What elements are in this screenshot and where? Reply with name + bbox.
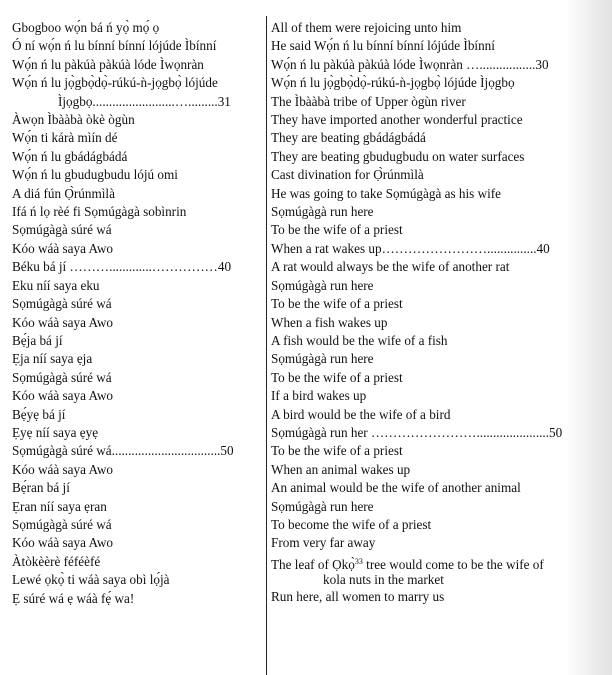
verse-line: Ìjọgbọ.........................….........31	[58, 93, 231, 109]
translation-line: When a rat wakes up……………………...............40	[271, 240, 550, 256]
footnote-marker: 33	[354, 556, 363, 566]
verse-line: Ẹran níí saya ẹran	[12, 498, 107, 514]
verse-line: Sọmúgàgà súré wá	[12, 222, 112, 238]
translation-line: The Ìbààbà tribe of Upper ògùn river	[271, 93, 466, 109]
verse-line: Ẹyẹ níí saya ẹyẹ	[12, 424, 99, 440]
translation-line: If a bird wakes up	[271, 388, 367, 404]
verse-line: Kóo wáà saya Awo	[12, 240, 113, 256]
translation-line: Wọ́n ń lu jọ̀gbọ̀dọ̀-rúkú-ǹ-jọgbọ̀ lójúde Ìjọgbọ	[271, 75, 515, 91]
translation-line: All of them were rejoicing unto him	[271, 20, 462, 35]
translation-line: Run here, all women to marry us	[271, 589, 445, 605]
verse-line: Eku níí saya eku	[12, 277, 100, 293]
translation-line: Sọmúgàgà run here	[271, 498, 374, 514]
translation-line: A rat would always be the wife of another rat	[271, 259, 510, 275]
translation-line-okko	[271, 553, 601, 574]
translation-line: Sọmúgàgà run here	[271, 351, 374, 367]
verse-line: Kóo wáà saya Awo	[12, 535, 113, 551]
yoruba-verse-column	[12, 19, 262, 608]
okko-line-start: The leaf of Ọkọ̀	[271, 556, 355, 572]
verse-line: Àwọn Ìbààbà òkè ògùn	[12, 112, 135, 128]
verse-line: Kóo wáà saya Awo	[12, 314, 113, 330]
translation-line: To be the wife of a priest	[271, 296, 403, 312]
verse-line: Ifá ń lọ rèé fi Sọmúgàgà sobìnrin	[12, 204, 187, 220]
verse-line: Sọmúgàgà súré wá.................................50	[12, 443, 234, 459]
translation-line: He was going to take Sọmúgàgà as his wife	[271, 185, 502, 201]
verse-line: Bẹ́ja bá jí	[12, 332, 63, 348]
translation-line-continuation: kola nuts in the market	[323, 572, 444, 588]
translation-line: An animal would be the wife of another animal	[271, 480, 521, 496]
translation-line: A fish would be the wife of a fish	[271, 332, 448, 348]
english-translation-column	[271, 19, 601, 607]
translation-line: When a fish wakes up	[271, 314, 388, 330]
verse-line: Ó ní wọ́n ń lu bínní bínní lójúde Ìbínní	[12, 38, 217, 54]
translation-line: They are beating gbudugbudu on water surfaces	[271, 148, 525, 164]
verse-line: Sọmúgàgà súré wá	[12, 369, 112, 385]
verse-line: Sọmúgàgà súré wá	[12, 296, 112, 312]
verse-line: Kóo wáà saya Awo	[12, 388, 113, 404]
translation-line: They are beating gbádágbádá	[271, 130, 426, 146]
verse-line: Wọ́n ń lu gbudugbudu lójú omi	[12, 167, 178, 183]
verse-line: Àtòkèèrè féféèfé	[12, 553, 101, 569]
verse-line: Gbogboo wọ́n bá ń yọ̀ mọ́ ọ	[12, 20, 160, 35]
verse-line: Ẹ súré wá ẹ wáà fẹ́ wa!	[12, 590, 135, 606]
translation-line: They have imported another wonderful practice	[271, 112, 523, 128]
translation-line: To become the wife of a priest	[271, 516, 432, 532]
verse-line: Wọ́n ń lu pàkúà pàkúà lóde Ìwọnràn	[12, 56, 204, 72]
translation-line: Sọmúgàgà run here	[271, 204, 374, 220]
translation-line: To be the wife of a priest	[271, 222, 403, 238]
verse-line: Wọ́n ń lu jọ̀gbọ̀dọ̀-rúkú-ǹ-jọgbọ̀ lójúde	[12, 75, 218, 91]
okko-line-end: tree would come to be the wife of	[362, 556, 544, 572]
verse-line: Bẹ́ran bá jí	[12, 480, 70, 496]
verse-line: A diá fún Ọ̀rúnmìlà	[12, 185, 115, 201]
translation-line: When an animal wakes up	[271, 461, 411, 477]
verse-line: Sọmúgàgà súré wá	[12, 516, 112, 532]
translation-line: A bird would be the wife of a bird	[271, 406, 451, 422]
translation-line: Wọ́n ń lu pàkúà pàkúà lóde Ìwọnràn ….................30	[271, 56, 549, 72]
translation-line: To be the wife of a priest	[271, 369, 403, 385]
translation-line: From very far away	[271, 535, 376, 551]
translation-line: Cast divination for Ọ̀rúnmìlà	[271, 167, 424, 183]
verse-line: Béku bá jí ……….............……………40	[12, 259, 232, 275]
verse-line: Wọ́n ti kárà mìín dé	[12, 130, 118, 146]
translation-line: To be the wife of a priest	[271, 443, 403, 459]
verse-line: Bẹ́yẹ bá jí	[12, 406, 66, 422]
translation-line: Sọmúgàgà run here	[271, 277, 374, 293]
column-divider	[266, 16, 267, 675]
translation-line: He said Wọ́n ń lu bínní bínní lójúde Ìbínní	[271, 38, 495, 54]
verse-line: Kóo wáà saya Awo	[12, 461, 113, 477]
translation-line: Sọmúgàgà run her ……………………......................50	[271, 424, 563, 440]
verse-line: Ẹja níí saya ẹja	[12, 351, 93, 367]
verse-line: Wọ́n ń lu gbádágbádá	[12, 148, 128, 164]
verse-line: Lewé ọkọ̀ ti wáà saya obì lọ́jà	[12, 572, 170, 588]
